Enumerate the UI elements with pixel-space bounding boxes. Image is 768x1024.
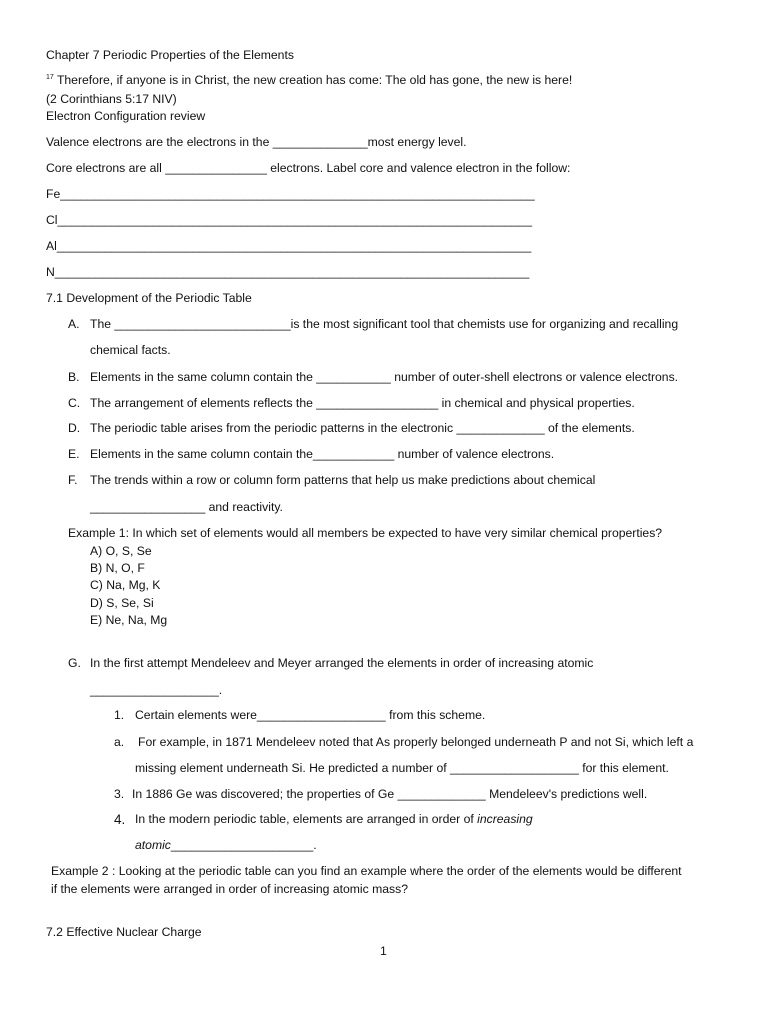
- sub-marker-1: 1.: [114, 708, 125, 722]
- outline-item-e: Elements in the same column contain the____________ number of valence electrons.: [90, 447, 555, 461]
- core-electrons-line: Core electrons are all _______________ electrons. Label core and valence electron in the follow:: [46, 161, 571, 175]
- page-number: 1: [380, 944, 387, 958]
- sub-marker-a: a.: [114, 735, 125, 749]
- example-2-question-cont: if the elements were arranged in order of increasing atomic mass?: [51, 882, 408, 896]
- outline-marker-b: B.: [68, 370, 80, 384]
- example-1-option-d: D) S, Se, Si: [90, 596, 154, 610]
- valence-electrons-line: Valence electrons are the electrons in the ______________most energy level.: [46, 135, 467, 149]
- bible-verse: [46, 73, 572, 87]
- sub-marker-3: 3.: [114, 787, 125, 801]
- outline-marker-d: D.: [68, 421, 81, 435]
- outline-marker-g: G.: [68, 656, 81, 670]
- example-1-option-a: A) O, S, Se: [90, 544, 152, 558]
- al-blank-line: Al______________________________________________________________________: [46, 239, 532, 253]
- example-1-option-e: E) Ne, Na, Mg: [90, 613, 168, 627]
- outline-item-b: Elements in the same column contain the ___________ number of outer-shell electrons or valence electrons.: [90, 370, 679, 384]
- outline-item-f: The trends within a row or column form patterns that help us make predictions about chemical: [90, 473, 596, 487]
- outline-marker-a: A.: [68, 317, 80, 331]
- section-7-2-heading: 7.2 Effective Nuclear Charge: [46, 925, 202, 939]
- example-1-question: Example 1: In which set of elements would all members be expected to have very similar chemical properties?: [68, 526, 663, 540]
- outline-item-c: The arrangement of elements reflects the __________________ in chemical and physical properties.: [90, 396, 635, 410]
- outline-item-d: The periodic table arises from the periodic patterns in the electronic _____________ of the elements.: [90, 421, 635, 435]
- verse-number: 17: [46, 74, 54, 81]
- sub-item-4: [135, 812, 533, 826]
- outline-marker-c: C.: [68, 396, 81, 410]
- page-title: Chapter 7 Periodic Properties of the Elements: [46, 48, 294, 62]
- sub-item-3: In 1886 Ge was discovered; the properties of Ge _____________ Mendeleev's predictions well.: [132, 787, 648, 801]
- verse-text: Therefore, if anyone is in Christ, the new creation has come: The old has gone, the new is here!: [53, 73, 573, 87]
- outline-item-a: The __________________________is the most significant tool that chemists use for organizing and recalling: [90, 317, 679, 331]
- section-7-1-heading: 7.1 Development of the Periodic Table: [46, 291, 252, 305]
- outline-marker-f: F.: [68, 473, 78, 487]
- outline-item-g-cont: ___________________.: [90, 683, 223, 697]
- cl-blank-line: Cl______________________________________________________________________: [46, 213, 532, 227]
- sub-marker-4: 4.: [114, 812, 126, 827]
- sub-item-4-blank: _____________________.: [170, 838, 317, 852]
- fe-blank-line: Fe______________________________________________________________________: [46, 187, 535, 201]
- example-1-option-b: B) N, O, F: [90, 561, 145, 575]
- example-2-question: Example 2 : Looking at the periodic table can you find an example where the order of the elements would be different: [51, 864, 682, 878]
- outline-marker-e: E.: [68, 447, 80, 461]
- sub-item-a-cont: missing element underneath Si. He predicted a number of ___________________ for this element.: [135, 761, 669, 775]
- outline-item-f-cont: _________________ and reactivity.: [90, 500, 283, 514]
- sub-item-4-cont-emphasis: atomic: [135, 838, 171, 852]
- sub-item-4-cont: [135, 838, 317, 852]
- sub-item-4-emphasis: increasing: [477, 812, 533, 826]
- review-heading: Electron Configuration review: [46, 109, 206, 123]
- verse-reference: (2 Corinthians 5:17 NIV): [46, 92, 177, 106]
- sub-item-1: Certain elements were___________________ from this scheme.: [135, 708, 486, 722]
- sub-item-4-text: In the modern periodic table, elements are arranged in order of: [135, 812, 478, 826]
- outline-item-g: In the first attempt Mendeleev and Meyer arranged the elements in order of increasing atomic: [90, 656, 594, 670]
- sub-item-a: For example, in 1871 Mendeleev noted that As properly belonged underneath P and not Si, which left a: [138, 735, 694, 749]
- outline-item-a-cont: chemical facts.: [90, 343, 171, 357]
- example-1-option-c: C) Na, Mg, K: [90, 578, 161, 592]
- n-blank-line: N______________________________________________________________________: [46, 265, 530, 279]
